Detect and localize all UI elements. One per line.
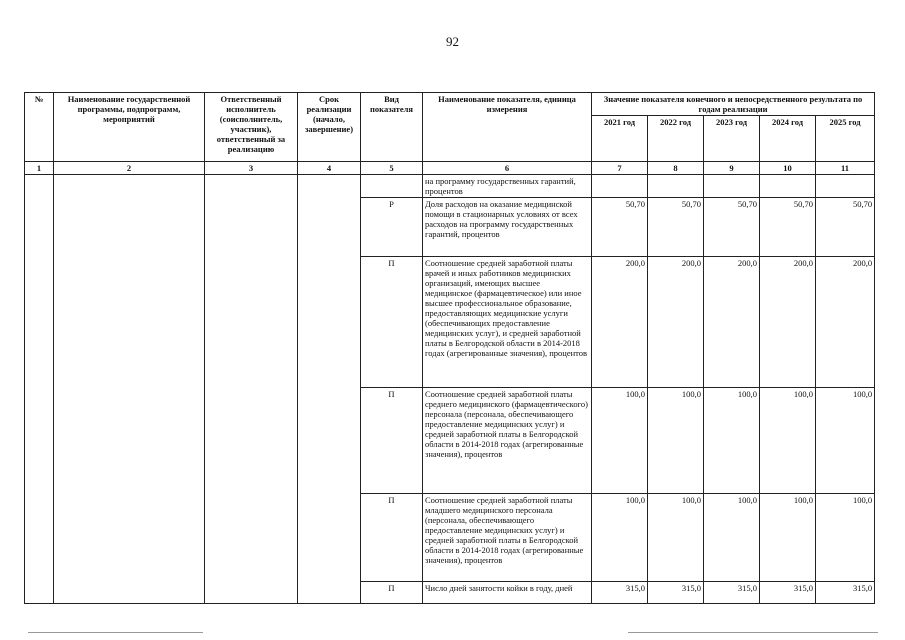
empty-cell-term [298,175,361,604]
header-year: 2023 год [704,116,760,162]
column-number: 9 [704,162,760,175]
value-2024: 200,0 [760,257,816,388]
page-bottom-rule [28,632,203,633]
value-2025: 100,0 [816,494,875,582]
indicator-name: Доля расходов на оказание медицинской помощи в стационарных условиях от всех расходов на программу государственных гарантий, процентов [423,198,592,257]
indicator-type: П [361,494,423,582]
value-2021: 100,0 [592,494,648,582]
column-number: 6 [423,162,592,175]
header-year: 2022 год [648,116,704,162]
indicator-type: П [361,582,423,604]
indicator-type [361,175,423,198]
value-2025 [816,175,875,198]
column-number: 10 [760,162,816,175]
value-2021: 100,0 [592,388,648,494]
indicator-name: Число дней занятости койки в году, дней [423,582,592,604]
value-2022: 100,0 [648,388,704,494]
value-2023: 50,70 [704,198,760,257]
value-2021: 200,0 [592,257,648,388]
value-2024 [760,175,816,198]
value-2023: 315,0 [704,582,760,604]
value-2021: 50,70 [592,198,648,257]
indicator-name: Соотношение средней заработной платы среднего медицинского (фармацевтического) персонала (персонала, обеспечивающего предоставление медицинских услуг) и средней заработной платы в Белгородской области в 2014-2018 годах (агрегированные значения), процентов [423,388,592,494]
value-2025: 315,0 [816,582,875,604]
column-number: 3 [205,162,298,175]
column-number: 1 [25,162,54,175]
column-number: 5 [361,162,423,175]
value-2025: 200,0 [816,257,875,388]
empty-cell-responsible [205,175,298,604]
column-number: 2 [54,162,205,175]
header-year: 2021 год [592,116,648,162]
indicator-table [24,92,875,604]
indicator-type: П [361,388,423,494]
value-2024: 315,0 [760,582,816,604]
indicator-type: Р [361,198,423,257]
indicator-type: П [361,257,423,388]
page-number: 92 [446,34,459,49]
value-2021: 315,0 [592,582,648,604]
header-values-by-year: Значение показателя конечного и непосредственного результата по годам реализации [592,93,875,116]
header-year: 2024 год [760,116,816,162]
value-2022: 50,70 [648,198,704,257]
page-bottom-rule [628,632,878,633]
column-number: 7 [592,162,648,175]
header-responsible: Ответственный исполнитель (соисполнитель, участник), ответственный за реализацию [205,93,298,162]
value-2023 [704,175,760,198]
indicator-name: Соотношение средней заработной платы врачей и иных работников медицинских организаций, имеющих высшее медицинское (фармацевтическое) или иное высшее профессиональное образование, предоставляющих медицинские услуги (обеспечивающих предоставление медицинских услуг), и средней заработной платы в Белгородской области в 2014-2018 годах (агрегированные значения), процентов [423,257,592,388]
header-no: № [25,93,54,162]
value-2025: 50,70 [816,198,875,257]
value-2022 [648,175,704,198]
value-2024: 100,0 [760,494,816,582]
column-numbering-row [25,162,875,175]
value-2022: 315,0 [648,582,704,604]
value-2022: 100,0 [648,494,704,582]
header-term: Срок реализации (начало, завершение) [298,93,361,162]
header-program-name: Наименование государственной программы, подпрограмм, мероприятий [54,93,205,162]
value-2023: 100,0 [704,494,760,582]
column-number: 4 [298,162,361,175]
value-2025: 100,0 [816,388,875,494]
value-2024: 100,0 [760,388,816,494]
table-row [25,175,875,198]
value-2024: 50,70 [760,198,816,257]
value-2021 [592,175,648,198]
empty-cell-no [25,175,54,604]
indicator-name: на программу государственных гарантий, процентов [423,175,592,198]
header-indicator-type: Вид показателя [361,93,423,162]
header-indicator-name: Наименование показателя, единица измерения [423,93,592,162]
empty-cell-program [54,175,205,604]
value-2023: 100,0 [704,388,760,494]
value-2022: 200,0 [648,257,704,388]
column-number: 8 [648,162,704,175]
column-number: 11 [816,162,875,175]
indicator-name: Соотношение средней заработной платы младшего медицинского персонала (персонала, обеспечивающего предоставление медицинских услуг) и средней заработной платы в Белгородской области в 2014-2018 годах (агрегированные значения), процентов [423,494,592,582]
header-year: 2025 год [816,116,875,162]
value-2023: 200,0 [704,257,760,388]
